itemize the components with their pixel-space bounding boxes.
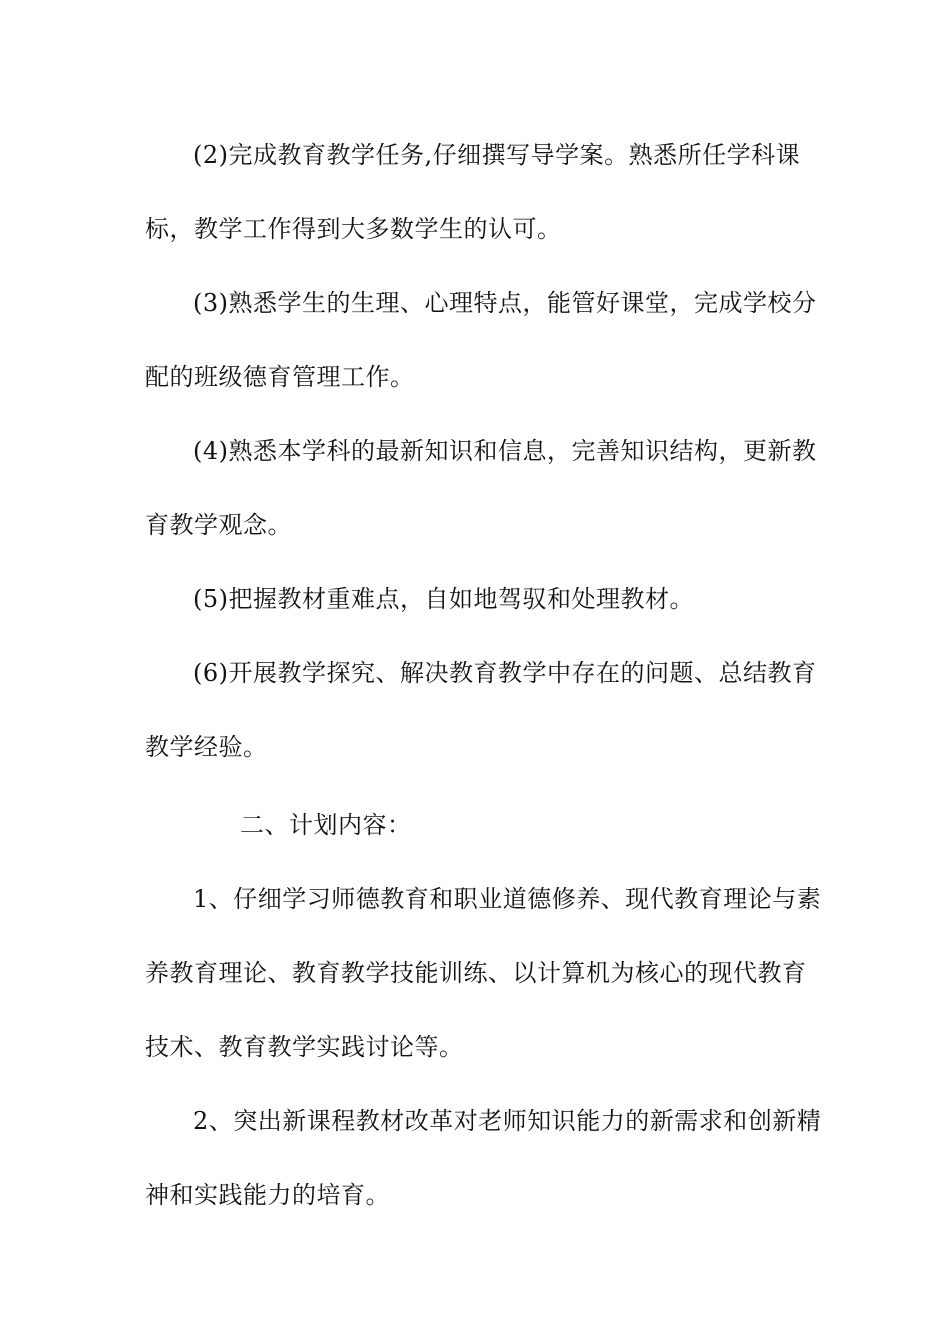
plan-item-2-line-2: 神和实践能力的培育。: [145, 1181, 390, 1209]
paragraph-2-line-1: (2)完成教育教学任务,仔细撰写导学案。熟悉所任学科课: [193, 141, 801, 169]
paragraph-3-line-2: 配的班级德育管理工作。: [145, 363, 415, 391]
plan-item-1-line-3: 技术、教育教学实践讨论等。: [145, 1033, 464, 1061]
paragraph-5-line-1: (5)把握教材重难点，自如地驾驭和处理教材。: [193, 585, 694, 613]
plan-item-1-line-1: 1、仔细学习师德教育和职业道德修养、现代教育理论与素: [193, 885, 822, 913]
paragraph-4-line-1: (4)熟悉本学科的最新知识和信息，完善知识结构，更新教: [193, 437, 817, 465]
plan-item-2-line-1: 2、突出新课程教材改革对老师知识能力的新需求和创新精: [193, 1107, 822, 1135]
paragraph-4-line-2: 育教学观念。: [145, 511, 292, 539]
paragraph-6-line-1: (6)开展教学探究、解决教育教学中存在的问题、总结教育: [193, 659, 817, 687]
paragraph-2-line-2: 标，教学工作得到大多数学生的认可。: [145, 215, 562, 243]
plan-item-1-line-2: 养教育理论、教育教学技能训练、以计算机为核心的现代教育: [145, 959, 807, 987]
paragraph-3-line-1: (3)熟悉学生的生理、心理特点，能管好课堂，完成学校分: [193, 289, 817, 317]
section-heading: 二、计划内容：: [240, 811, 412, 839]
paragraph-6-line-2: 教学经验。: [145, 733, 268, 761]
